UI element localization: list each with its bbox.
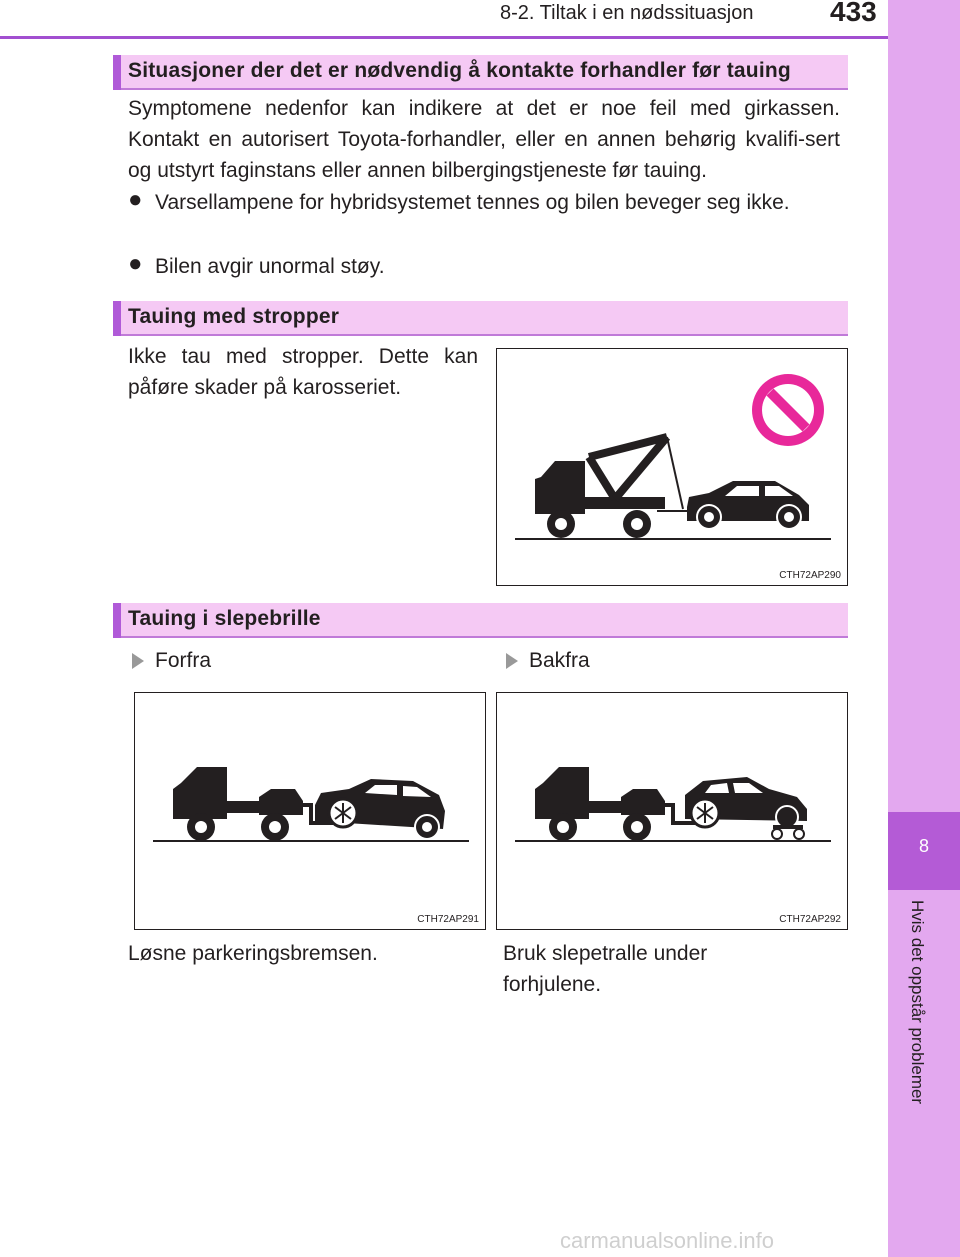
section-accent-bar [113, 301, 121, 336]
bullet-dot: ● [128, 250, 143, 277]
header-rule [0, 36, 888, 39]
strap-tow-illustration [497, 349, 847, 585]
caption-front: Løsne parkeringsbremsen. [128, 942, 378, 965]
figure-rear-tow [496, 692, 848, 930]
section-heading-tow-straps [113, 301, 848, 336]
section-accent-bar [113, 55, 121, 90]
section-heading-contact-dealer [113, 55, 848, 90]
section2-text: Ikke tau med stropper. Dette kan påføre skader på karosseriet. [128, 345, 478, 399]
rear-tow-illustration [497, 693, 847, 929]
prohibition-icon [752, 374, 824, 446]
bullet-item: Varsellampene for hybridsystemet tennes og bilen beveger seg ikke. [155, 191, 790, 214]
figure-strap-towing [496, 348, 848, 586]
figure-code: CTH72AP291 [417, 914, 479, 925]
figure-front-tow [134, 692, 486, 930]
section-title: Tauing i slepebrille [128, 607, 321, 630]
section1-paragraph: Symptomene nedenfor kan indikere at det er noe feil med girkassen. Kontakt en autorisert Toyota-forhandler, eller en annen behørig kvalifi-sert og utstyrt faginstans eller annen bilbergingstjeneste før tauing. [128, 97, 840, 182]
chapter-label: Hvis det oppstår problemer [908, 900, 927, 1105]
subheading-rear: Bakfra [529, 649, 590, 672]
subheading-front: Forfra [155, 649, 212, 672]
caption-rear: Bruk slepetralle under forhjulene. [503, 942, 708, 996]
header-section-title: 8-2. Tiltak i en nødssituasjon [500, 2, 754, 24]
page-number: 433 [830, 0, 877, 27]
section-title: Situasjoner der det er nødvendig å kontakte forhandler før tauing [128, 59, 791, 82]
triangle-marker-icon [132, 653, 144, 669]
figure-code: CTH72AP290 [779, 570, 841, 581]
bullet-dot: ● [128, 186, 143, 213]
section-heading-wheel-lift [113, 603, 848, 638]
figure-code: CTH72AP292 [779, 914, 841, 925]
bullet-item: Bilen avgir unormal støy. [155, 255, 385, 278]
watermark: carmanualsonline.info [560, 1228, 775, 1253]
triangle-marker-icon [506, 653, 518, 669]
front-tow-illustration [135, 693, 485, 929]
section-accent-bar [113, 603, 121, 638]
section-title: Tauing med stropper [128, 305, 340, 328]
chapter-number: 8 [918, 836, 929, 856]
